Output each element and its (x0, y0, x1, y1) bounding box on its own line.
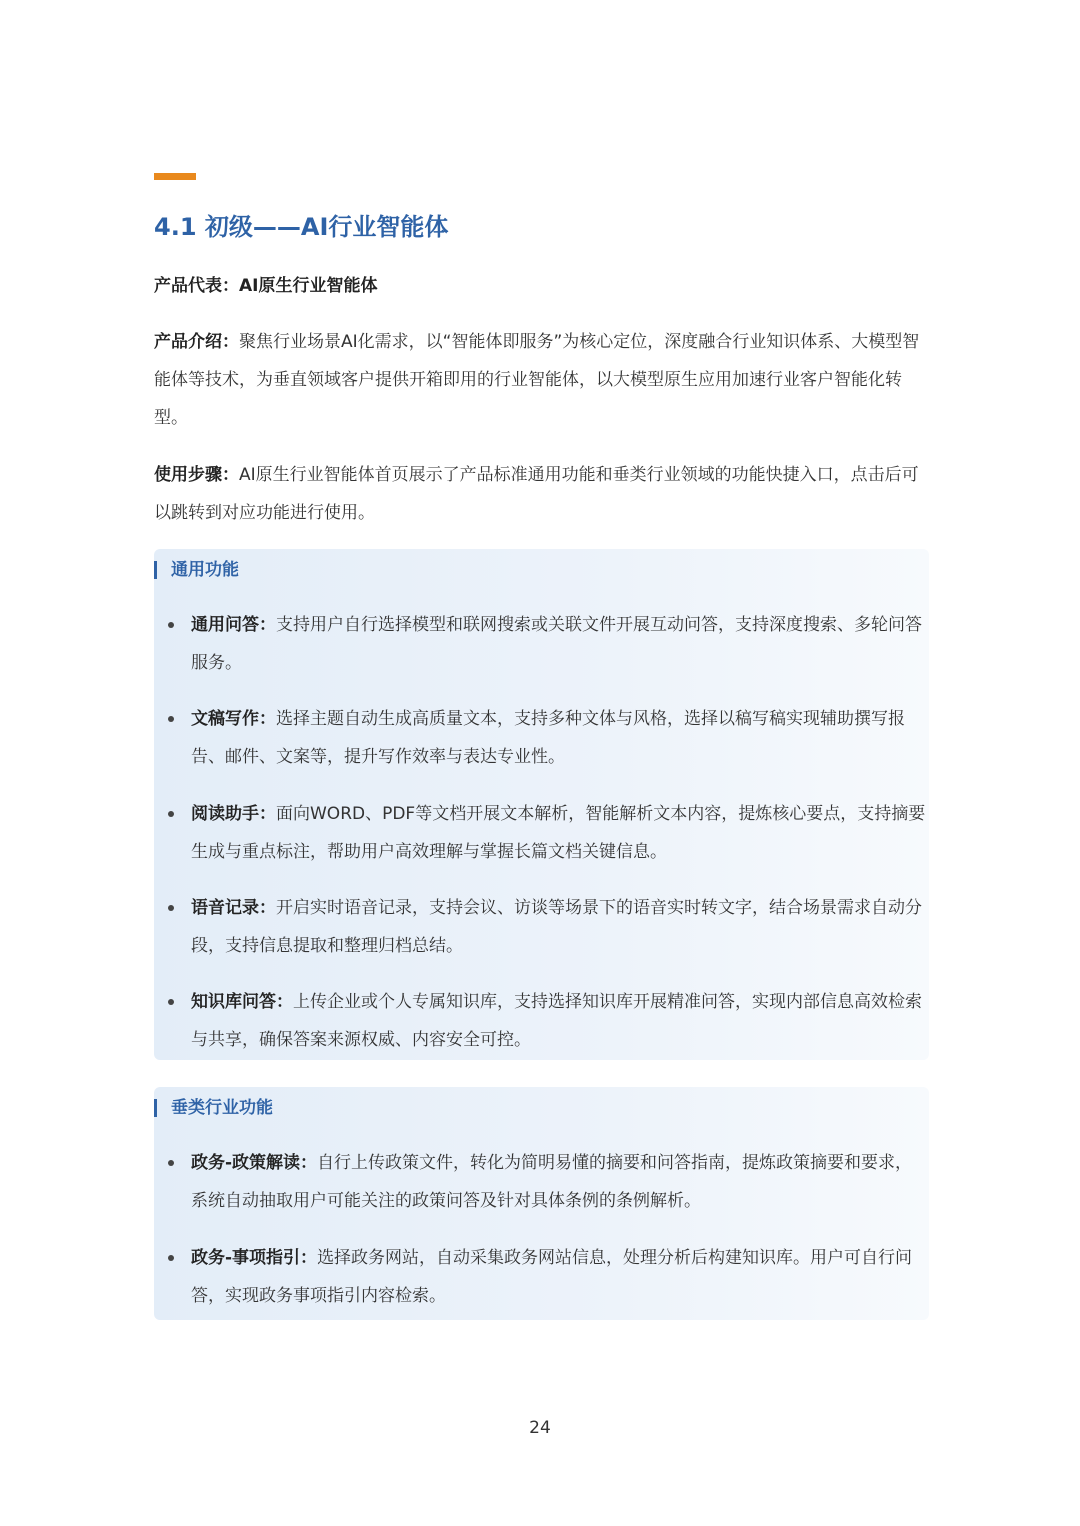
item-text: 选择政务网站，自动采集政务网站信息，处理分析后构建知识库。用户可自行问答，实现政务事项指引内容检索。 (191, 1248, 913, 1306)
item-label: 阅读助手： (191, 804, 276, 824)
bullet-icon (168, 1255, 174, 1261)
bullet-icon (168, 622, 174, 628)
item-text: 支持用户自行选择模型和联网搜索或关联文件开展互动问答，支持深度搜索、多轮问答服务。 (191, 615, 922, 673)
bullet-icon (168, 905, 174, 911)
product-representative-text: AI原生行业智能体 (239, 276, 378, 296)
section-accent-bar (154, 173, 196, 180)
usage-steps (154, 456, 929, 532)
item-label: 政务-事项指引： (191, 1248, 318, 1268)
item-text: 面向WORD、PDF等文档开展文本解析，智能解析文本内容，提炼核心要点，支持摘要生成与重点标注，帮助用户高效理解与掌握长篇文档关键信息。 (191, 804, 926, 862)
list-item (168, 983, 929, 1059)
item-text: 自行上传政策文件，转化为简明易懂的摘要和问答指南，提炼政策摘要和要求，系统自动抽取用户可能关注的政策问答及针对具体条例的条例解析。 (191, 1153, 913, 1211)
general-features-panel (154, 549, 929, 1060)
list-item (168, 889, 929, 965)
item-label: 知识库问答： (191, 992, 293, 1012)
usage-steps-text: AI原生行业智能体首页展示了产品标准通用功能和垂类行业领域的功能快捷入口，点击后可以跳转到对应功能进行使用。 (154, 465, 919, 523)
bullet-icon (168, 999, 174, 1005)
item-label: 语音记录： (191, 898, 276, 918)
section-title: 4.1 初级——AI行业智能体 (154, 213, 449, 241)
vertical-features-header (154, 1095, 273, 1121)
product-introduction-text: 聚焦行业场景AI化需求，以“智能体即服务”为核心定位，深度融合行业知识体系、大模型智能体等技术，为垂直领域客户提供开箱即用的行业智能体，以大模型原生应用加速行业客户智能化转型。 (154, 332, 920, 428)
list-item (168, 795, 929, 871)
section-marker (154, 561, 157, 579)
bullet-icon (168, 1160, 174, 1166)
page-number: 24 (529, 1418, 551, 1438)
vertical-features-panel (154, 1087, 929, 1320)
item-label: 通用问答： (191, 615, 276, 635)
bullet-icon (168, 716, 174, 722)
list-item (168, 1239, 929, 1315)
section-marker (154, 1099, 157, 1117)
item-text: 上传企业或个人专属知识库，支持选择知识库开展精准问答，实现内部信息高效检索与共享，确保答案来源权威、内容安全可控。 (191, 992, 922, 1050)
item-text: 开启实时语音记录，支持会议、访谈等场景下的语音实时转文字，结合场景需求自动分段，支持信息提取和整理归档总结。 (191, 898, 922, 956)
product-representative (154, 267, 929, 305)
usage-steps-label: 使用步骤： (154, 465, 239, 485)
product-introduction (154, 323, 929, 437)
product-representative-label: 产品代表： (154, 276, 239, 296)
item-label: 政务-政策解读： (191, 1153, 318, 1173)
general-features-header (154, 557, 239, 583)
vertical-features-title: 垂类行业功能 (171, 1098, 273, 1118)
general-features-title: 通用功能 (171, 560, 239, 580)
item-text: 选择主题自动生成高质量文本，支持多种文体与风格，选择以稿写稿实现辅助撰写报告、邮件、文案等，提升写作效率与表达专业性。 (191, 709, 905, 767)
item-label: 文稿写作： (191, 709, 276, 729)
product-introduction-label: 产品介绍： (154, 332, 239, 352)
list-item (168, 700, 929, 776)
list-item (168, 606, 929, 682)
bullet-icon (168, 811, 174, 817)
list-item (168, 1144, 929, 1220)
